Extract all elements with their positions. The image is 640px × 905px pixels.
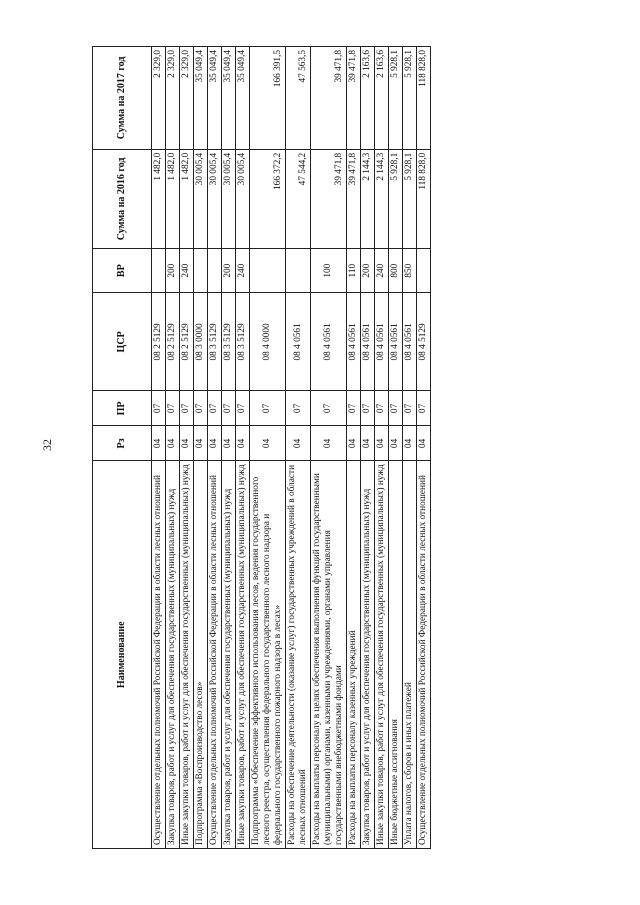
cell-name: Закупка товаров, работ и услуг для обеспечения государственных (муниципальных) нужд: [222, 461, 236, 849]
cell-name: Расходы на выплаты персоналу в целях обеспечения выполнения функций государственными (муниципальными) органами, казенными учреждениями, органами управления государственными внебюджетными фондами: [311, 461, 347, 849]
cell-pr: 07: [180, 391, 194, 426]
cell-csr: 08 4 0561: [403, 293, 417, 391]
cell-rz: 04: [361, 426, 375, 461]
budget-table: [92, 46, 431, 849]
cell-csr: 08 4 0561: [347, 293, 361, 391]
cell-pr: 07: [347, 391, 361, 426]
cell-sum-2016: 1 482,0: [180, 149, 194, 248]
cell-vr: 200: [222, 249, 236, 293]
cell-sum-2017: 2 329,0: [180, 47, 194, 150]
cell-csr: 08 4 0561: [361, 293, 375, 391]
cell-pr: 07: [417, 391, 431, 426]
cell-sum-2016: 1 482,0: [166, 149, 180, 248]
cell-vr: 200: [361, 249, 375, 293]
cell-name: Закупка товаров, работ и услуг для обеспечения государственных (муниципальных) нужд: [166, 461, 180, 849]
cell-name: Иные закупки товаров, работ и услуг для обеспечения государственных (муниципальных) нужд: [375, 461, 389, 849]
cell-rz: 04: [347, 426, 361, 461]
cell-vr: [152, 249, 166, 293]
header-pr: ПР: [93, 391, 152, 426]
cell-csr: 08 3 5129: [208, 293, 222, 391]
cell-rz: 04: [403, 426, 417, 461]
rotated-table-wrapper: [92, 46, 556, 849]
cell-sum-2017: 39 471,8: [311, 47, 347, 150]
header-vr: ВР: [93, 249, 152, 293]
cell-pr: 07: [152, 391, 166, 426]
cell-sum-2016: 39 471,8: [347, 149, 361, 248]
table-row: [375, 47, 389, 849]
cell-sum-2017: 47 563,5: [286, 47, 311, 150]
cell-sum-2017: 2 329,0: [152, 47, 166, 150]
cell-name: Расходы на обеспечение деятельности (оказание услуг) государственных учреждений в области лесных отношений: [286, 461, 311, 849]
page-number: 32: [40, 439, 54, 451]
cell-sum-2016: 30 005,4: [194, 149, 208, 248]
cell-vr: 100: [311, 249, 347, 293]
cell-vr: [194, 249, 208, 293]
table-row: [180, 47, 194, 849]
cell-pr: 07: [250, 391, 286, 426]
table-row: [347, 47, 361, 849]
cell-sum-2016: 5 928,1: [403, 149, 417, 248]
cell-rz: 04: [311, 426, 347, 461]
table-row: [194, 47, 208, 849]
cell-sum-2016: 47 544,2: [286, 149, 311, 248]
cell-vr: 240: [180, 249, 194, 293]
cell-pr: 07: [375, 391, 389, 426]
cell-pr: 07: [166, 391, 180, 426]
cell-vr: 200: [166, 249, 180, 293]
header-sum-2017: Сумма на 2017 год: [93, 47, 152, 150]
cell-vr: 240: [236, 249, 250, 293]
cell-csr: 08 2 5129: [152, 293, 166, 391]
cell-rz: 04: [286, 426, 311, 461]
cell-pr: 07: [194, 391, 208, 426]
cell-sum-2017: 35 049,4: [222, 47, 236, 150]
cell-csr: 08 3 5129: [236, 293, 250, 391]
cell-rz: 04: [250, 426, 286, 461]
cell-sum-2017: 35 049,4: [208, 47, 222, 150]
cell-name: Закупка товаров, работ и услуг для обеспечения государственных (муниципальных) нужд: [361, 461, 375, 849]
cell-rz: 04: [180, 426, 194, 461]
cell-name: Осуществление отдельных полномочий Российской Федерации в области лесных отношений: [152, 461, 166, 849]
cell-sum-2016: 1 482,0: [152, 149, 166, 248]
cell-csr: 08 2 5129: [166, 293, 180, 391]
cell-vr: 850: [403, 249, 417, 293]
cell-rz: 04: [166, 426, 180, 461]
cell-sum-2017: 2 329,0: [166, 47, 180, 150]
cell-sum-2016: 5 928,1: [389, 149, 403, 248]
cell-pr: 07: [286, 391, 311, 426]
cell-sum-2016: 2 144,3: [375, 149, 389, 248]
cell-csr: 08 4 0000: [250, 293, 286, 391]
header-sum-2016: Сумма на 2016 год: [93, 149, 152, 248]
cell-sum-2017: 35 049,4: [194, 47, 208, 150]
cell-rz: 04: [152, 426, 166, 461]
cell-rz: 04: [236, 426, 250, 461]
cell-name: Иные закупки товаров, работ и услуг для обеспечения государственных (муниципальных) нужд: [236, 461, 250, 849]
cell-csr: 08 4 5129: [417, 293, 431, 391]
cell-name: Иные закупки товаров, работ и услуг для обеспечения государственных (муниципальных) нужд: [180, 461, 194, 849]
cell-pr: 07: [389, 391, 403, 426]
cell-rz: 04: [389, 426, 403, 461]
header-csr: ЦСР: [93, 293, 152, 391]
cell-csr: 08 2 5129: [180, 293, 194, 391]
table-row: [403, 47, 417, 849]
cell-name: Уплата налогов, сборов и иных платежей: [403, 461, 417, 849]
cell-sum-2016: 30 005,4: [208, 149, 222, 248]
cell-sum-2017: 35 049,4: [236, 47, 250, 150]
cell-pr: 07: [222, 391, 236, 426]
cell-pr: 07: [311, 391, 347, 426]
cell-sum-2017: 5 928,1: [403, 47, 417, 150]
cell-sum-2016: 166 372,2: [250, 149, 286, 248]
cell-vr: 110: [347, 249, 361, 293]
table-row: [286, 47, 311, 849]
table-header-row: [93, 47, 152, 849]
cell-vr: 800: [389, 249, 403, 293]
cell-sum-2016: 2 144,3: [361, 149, 375, 248]
table-row: [166, 47, 180, 849]
cell-sum-2017: 2 163,6: [361, 47, 375, 150]
cell-sum-2017: 2 163,6: [375, 47, 389, 150]
table-row: [152, 47, 166, 849]
cell-name: Расходы на выплаты персоналу казенных учреждений: [347, 461, 361, 849]
cell-name: Подпрограмма «Обеспечение эффективного использования лесов, ведения государственного лесного реестра, осуществления федерального государственного лесного надзора и федерального государственного пожарного надзора в лесах»: [250, 461, 286, 849]
cell-name: Осуществление отдельных полномочий Российской Федерации в области лесных отношений: [208, 461, 222, 849]
cell-rz: 04: [194, 426, 208, 461]
table-row: [389, 47, 403, 849]
header-rz: Рз: [93, 426, 152, 461]
cell-vr: 240: [375, 249, 389, 293]
table-row: [311, 47, 347, 849]
table-row: [222, 47, 236, 849]
cell-name: Осуществление отдельных полномочий Российской Федерации в области лесных отношений: [417, 461, 431, 849]
cell-vr: [417, 249, 431, 293]
cell-csr: 08 4 0561: [286, 293, 311, 391]
cell-csr: 08 3 0000: [194, 293, 208, 391]
cell-sum-2017: 5 928,1: [389, 47, 403, 150]
cell-rz: 04: [208, 426, 222, 461]
cell-sum-2016: 30 005,4: [222, 149, 236, 248]
cell-pr: 07: [403, 391, 417, 426]
cell-name: Иные бюджетные ассигнования: [389, 461, 403, 849]
cell-rz: 04: [222, 426, 236, 461]
cell-csr: 08 4 0561: [311, 293, 347, 391]
table-row: [208, 47, 222, 849]
table-row: [236, 47, 250, 849]
cell-csr: 08 3 5129: [222, 293, 236, 391]
cell-vr: [250, 249, 286, 293]
cell-sum-2016: 39 471,8: [311, 149, 347, 248]
table-row: [417, 47, 431, 849]
cell-rz: 04: [417, 426, 431, 461]
cell-pr: 07: [361, 391, 375, 426]
cell-csr: 08 4 0561: [375, 293, 389, 391]
cell-pr: 07: [208, 391, 222, 426]
cell-vr: [286, 249, 311, 293]
table-row: [250, 47, 286, 849]
cell-rz: 04: [375, 426, 389, 461]
cell-vr: [208, 249, 222, 293]
cell-sum-2017: 166 391,5: [250, 47, 286, 150]
cell-sum-2017: 118 828,0: [417, 47, 431, 150]
cell-sum-2017: 39 471,8: [347, 47, 361, 150]
header-name: Наименование: [93, 461, 152, 849]
cell-pr: 07: [236, 391, 250, 426]
cell-name: Подпрограмма «Воспроизводство лесов»: [194, 461, 208, 849]
cell-csr: 08 4 0561: [389, 293, 403, 391]
cell-sum-2016: 30 005,4: [236, 149, 250, 248]
cell-sum-2016: 118 828,0: [417, 149, 431, 248]
table-row: [361, 47, 375, 849]
